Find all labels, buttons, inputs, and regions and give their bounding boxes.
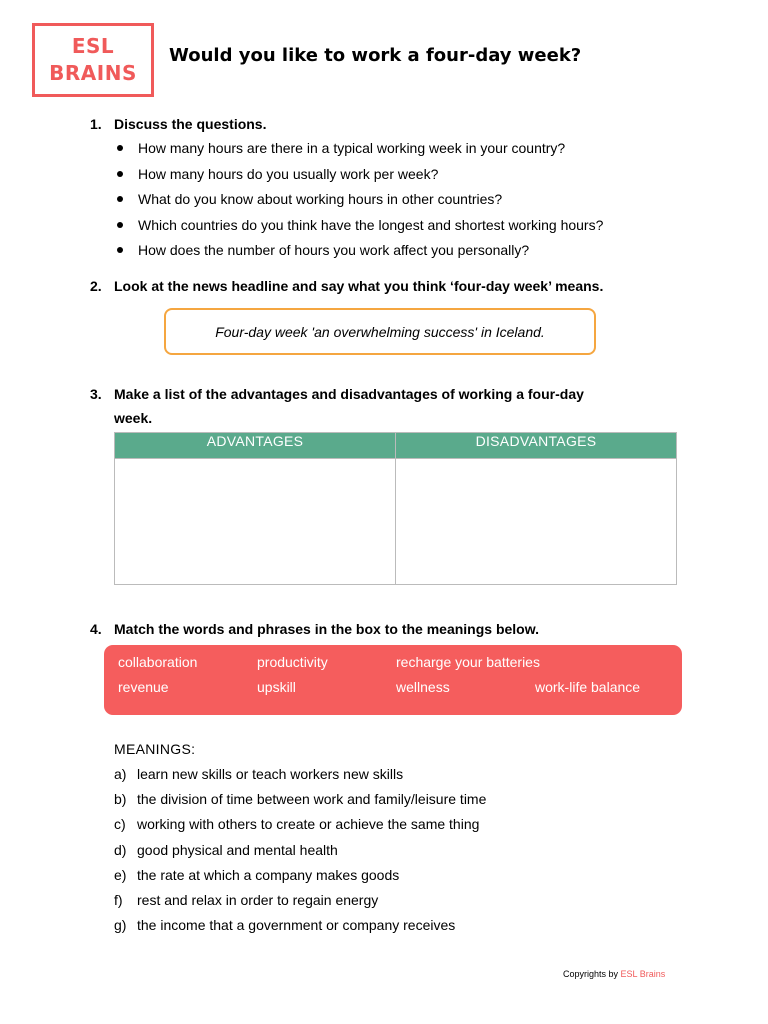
- page-title: Would you like to work a four-day week?: [169, 45, 582, 66]
- news-headline-text: Four-day week 'an overwhelming success' in Iceland.: [215, 323, 545, 340]
- logo-line-1: ESL: [71, 34, 115, 58]
- question-2-heading: [90, 278, 603, 294]
- list-item: What do you know about working hours in other countries?: [114, 191, 603, 217]
- list-item: [114, 766, 486, 791]
- list-item: Which countries do you think have the longest and shortest working hours?: [114, 217, 603, 243]
- question-text: Discuss the questions.: [114, 116, 267, 132]
- meaning-letter: f): [114, 891, 123, 908]
- meaning-text: good physical and mental health: [137, 841, 338, 858]
- question-text: Look at the news headline and say what you think ‘four-day week’ means.: [114, 278, 604, 294]
- word-bank-item: wellness: [396, 679, 450, 695]
- question-text: Match the words and phrases in the box to the meanings below.: [114, 621, 539, 637]
- copyright-brand: ESL Brains: [620, 969, 666, 979]
- meaning-text: the income that a government or company receives: [137, 917, 456, 934]
- table-header-advantages: ADVANTAGES: [115, 433, 396, 459]
- list-item: [114, 842, 486, 867]
- esl-brains-logo: [32, 23, 154, 97]
- advantages-disadvantages-table: [114, 432, 677, 585]
- meaning-letter: c): [114, 816, 126, 833]
- question-text-continued: week.: [114, 410, 153, 426]
- news-headline-box: [164, 308, 596, 355]
- meaning-text: working with others to create or achieve the same thing: [137, 816, 480, 833]
- word-bank-item: upskill: [257, 679, 296, 695]
- meanings-heading: MEANINGS:: [114, 741, 196, 757]
- word-bank-item: collaboration: [118, 654, 198, 670]
- question-1-heading: [90, 116, 266, 132]
- copyright-footer: [563, 969, 665, 979]
- question-number: 2.: [90, 278, 102, 294]
- question-number: 4.: [90, 621, 102, 637]
- copyright-prefix: Copyrights by: [563, 969, 619, 979]
- logo-line-2: BRAINS: [49, 61, 137, 85]
- word-bank-item: work-life balance: [535, 679, 641, 695]
- meaning-letter: e): [114, 866, 127, 883]
- meaning-letter: d): [114, 841, 127, 858]
- question-3-heading: [90, 382, 584, 430]
- meaning-text: the division of time between work and family/leisure time: [137, 791, 487, 808]
- list-item: [114, 867, 486, 892]
- list-item: How does the number of hours you work affect you personally?: [114, 242, 603, 268]
- meaning-letter: g): [114, 917, 127, 934]
- word-bank-item: recharge your batteries: [396, 654, 540, 670]
- word-bank-item: revenue: [118, 679, 169, 695]
- question-4-heading: [90, 621, 539, 637]
- disadvantages-answer-cell[interactable]: [396, 459, 677, 585]
- meaning-text: the rate at which a company makes goods: [137, 866, 400, 883]
- word-bank-item: productivity: [257, 654, 328, 670]
- question-number: 3.: [90, 386, 102, 402]
- meaning-text: rest and relax in order to regain energy: [137, 891, 379, 908]
- meaning-letter: b): [114, 791, 127, 808]
- question-1-bullet-list: [114, 140, 603, 268]
- advantages-answer-cell[interactable]: [115, 459, 396, 585]
- list-item: [114, 892, 486, 917]
- question-text: Make a list of the advantages and disadvantages of working a four-day: [114, 386, 584, 402]
- word-bank-box: [104, 645, 682, 715]
- meanings-list: [114, 766, 486, 942]
- meaning-text: learn new skills or teach workers new skills: [137, 766, 404, 782]
- list-item: [114, 791, 486, 816]
- list-item: How many hours do you usually work per week?: [114, 166, 603, 192]
- list-item: [114, 816, 486, 841]
- list-item: How many hours are there in a typical working week in your country?: [114, 140, 603, 166]
- question-number: 1.: [90, 116, 102, 132]
- meaning-letter: a): [114, 766, 127, 782]
- table-header-disadvantages: DISADVANTAGES: [396, 433, 677, 459]
- list-item: [114, 917, 486, 942]
